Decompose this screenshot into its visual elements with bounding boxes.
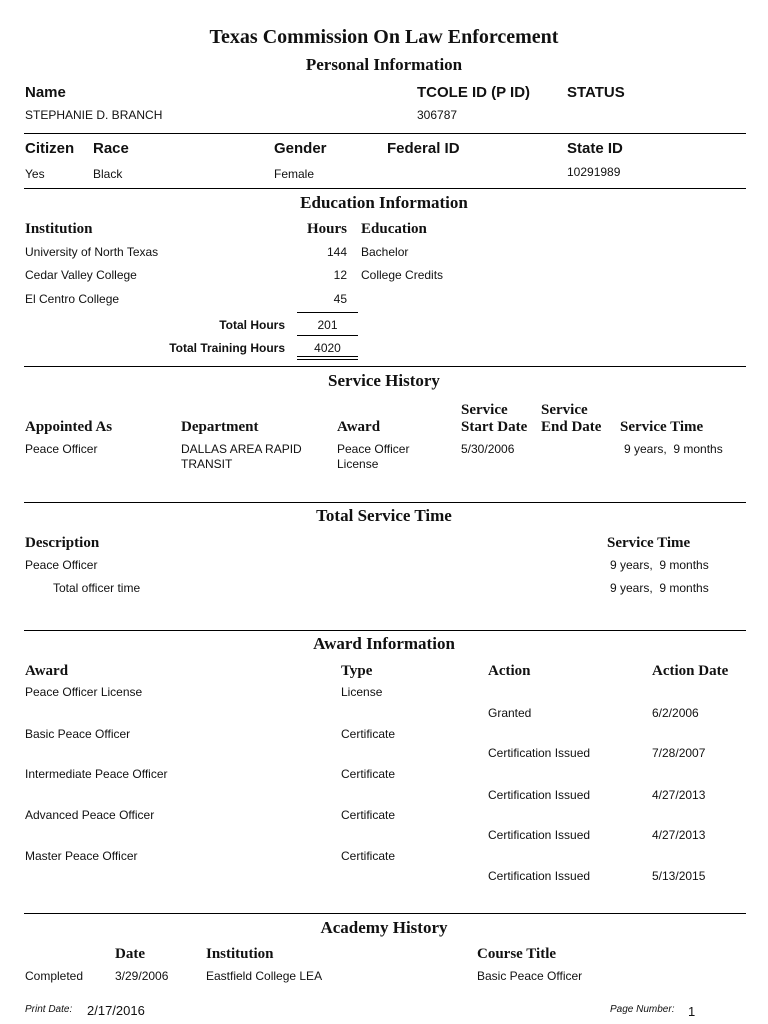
education-col-hours: Hours: [306, 221, 347, 237]
service-time-header: Service Time: [620, 419, 704, 435]
divider: [24, 502, 746, 503]
divider: [24, 366, 746, 367]
award-name: Intermediate Peace Officer: [25, 767, 168, 781]
divider: [24, 133, 746, 134]
service-time-value: 9 years, 9 months: [610, 558, 709, 572]
award-date: 5/13/2015: [652, 869, 706, 883]
award-date: 6/2/2006: [652, 706, 699, 720]
personal-info-heading: Personal Information: [305, 55, 463, 74]
department-value: DALLAS AREA RAPID: [181, 442, 302, 456]
state-id-label: State ID: [567, 140, 623, 157]
subtotal-rule: [297, 312, 358, 313]
gender-label: Gender: [274, 140, 327, 157]
education-heading: Education Information: [300, 193, 468, 212]
award-type: Certificate: [341, 727, 396, 741]
name-label: Name: [25, 84, 66, 101]
service-end-header: Service: [541, 402, 588, 418]
academy-institution: Eastfield College LEA: [206, 969, 323, 983]
federal-id-label: Federal ID: [387, 140, 460, 157]
education-institution: El Centro College: [25, 292, 120, 306]
citizen-label: Citizen: [25, 140, 75, 157]
print-date-label: Print Date:: [25, 1004, 73, 1015]
education-institution: Cedar Valley College: [25, 268, 137, 282]
total-rule: [297, 359, 358, 360]
academy-course: Basic Peace Officer: [477, 969, 583, 983]
award-action: Certification Issued: [488, 746, 591, 760]
award-name: Master Peace Officer: [25, 849, 138, 863]
race-value: Black: [93, 167, 123, 181]
academy-history-heading: Academy History: [320, 918, 448, 937]
total-rule: [297, 356, 358, 357]
total-service-heading: Total Service Time: [316, 506, 452, 525]
award-name: Advanced Peace Officer: [25, 808, 155, 822]
award-action: Certification Issued: [488, 828, 591, 842]
academy-col-course: Course Title: [477, 946, 557, 962]
department-header: Department: [181, 419, 259, 435]
education-degree: College Credits: [361, 268, 444, 282]
state-id-value: 10291989: [567, 165, 621, 179]
award-col-action: Action: [488, 663, 531, 679]
award-action: Granted: [488, 706, 532, 720]
divider: [24, 630, 746, 631]
award-type: License: [341, 685, 383, 699]
education-col-institution: Institution: [25, 221, 93, 237]
description-value: Peace Officer: [25, 558, 98, 572]
service-time-value: 9 years, 9 months: [624, 442, 723, 456]
total-training-hours-value: 4020: [314, 341, 341, 355]
award-header: Award: [337, 419, 381, 435]
award-type: Certificate: [341, 767, 396, 781]
award-col-date: Action Date: [652, 663, 729, 679]
award-name: Peace Officer License: [25, 685, 143, 699]
award-name: Basic Peace Officer: [25, 727, 131, 741]
name-value: STEPHANIE D. BRANCH: [25, 108, 163, 122]
service-end-header: End Date: [541, 419, 602, 435]
description-header: Description: [25, 535, 100, 551]
total-hours-value: 201: [317, 318, 338, 332]
award-action: Certification Issued: [488, 869, 591, 883]
tcole-id-label: TCOLE ID (P ID): [417, 84, 531, 101]
page-number-value: 1: [688, 1004, 696, 1019]
race-label: Race: [93, 140, 129, 157]
divider: [24, 188, 746, 189]
education-institution: University of North Texas: [25, 245, 159, 259]
education-hours: 12: [333, 268, 347, 282]
service-time-value: 9 years, 9 months: [610, 581, 709, 595]
total-training-hours-label: Total Training Hours: [169, 341, 285, 355]
print-date-value: 2/17/2016: [87, 1003, 145, 1018]
academy-col-date: Date: [115, 946, 145, 962]
subtotal-rule: [297, 335, 358, 336]
service-start-value: 5/30/2006: [461, 442, 515, 456]
award-date: 4/27/2013: [652, 828, 706, 842]
award-col-type: Type: [341, 663, 373, 679]
status-label: STATUS: [567, 84, 625, 101]
award-value: Peace Officer: [337, 442, 410, 456]
divider: [24, 913, 746, 914]
award-type: Certificate: [341, 849, 396, 863]
service-history-heading: Service History: [328, 371, 440, 390]
award-col-award: Award: [25, 663, 69, 679]
tcole-id-value: 306787: [417, 108, 458, 122]
gender-value: Female: [274, 167, 315, 181]
document-title: Texas Commission On Law Enforcement: [209, 26, 559, 48]
academy-col-institution: Institution: [206, 946, 274, 962]
department-value: TRANSIT: [181, 457, 233, 471]
page-number-label: Page Number:: [610, 1004, 675, 1015]
award-action: Certification Issued: [488, 788, 591, 802]
award-type: Certificate: [341, 808, 396, 822]
appointed-as-header: Appointed As: [25, 419, 113, 435]
appointed-as-value: Peace Officer: [25, 442, 98, 456]
total-hours-label: Total Hours: [219, 318, 285, 332]
award-info-heading: Award Information: [313, 634, 455, 653]
award-date: 7/28/2007: [652, 746, 706, 760]
service-start-header: Service: [461, 402, 508, 418]
award-date: 4/27/2013: [652, 788, 706, 802]
description-value: Total officer time: [53, 581, 141, 595]
academy-date: 3/29/2006: [115, 969, 169, 983]
citizen-value: Yes: [25, 167, 45, 181]
education-degree: Bachelor: [361, 245, 409, 259]
education-col-education: Education: [361, 221, 427, 237]
education-hours: 144: [326, 245, 347, 259]
service-time-header: Service Time: [607, 535, 691, 551]
academy-status: Completed: [25, 969, 84, 983]
education-hours: 45: [333, 292, 347, 306]
award-value: License: [337, 457, 379, 471]
service-start-header: Start Date: [461, 419, 528, 435]
